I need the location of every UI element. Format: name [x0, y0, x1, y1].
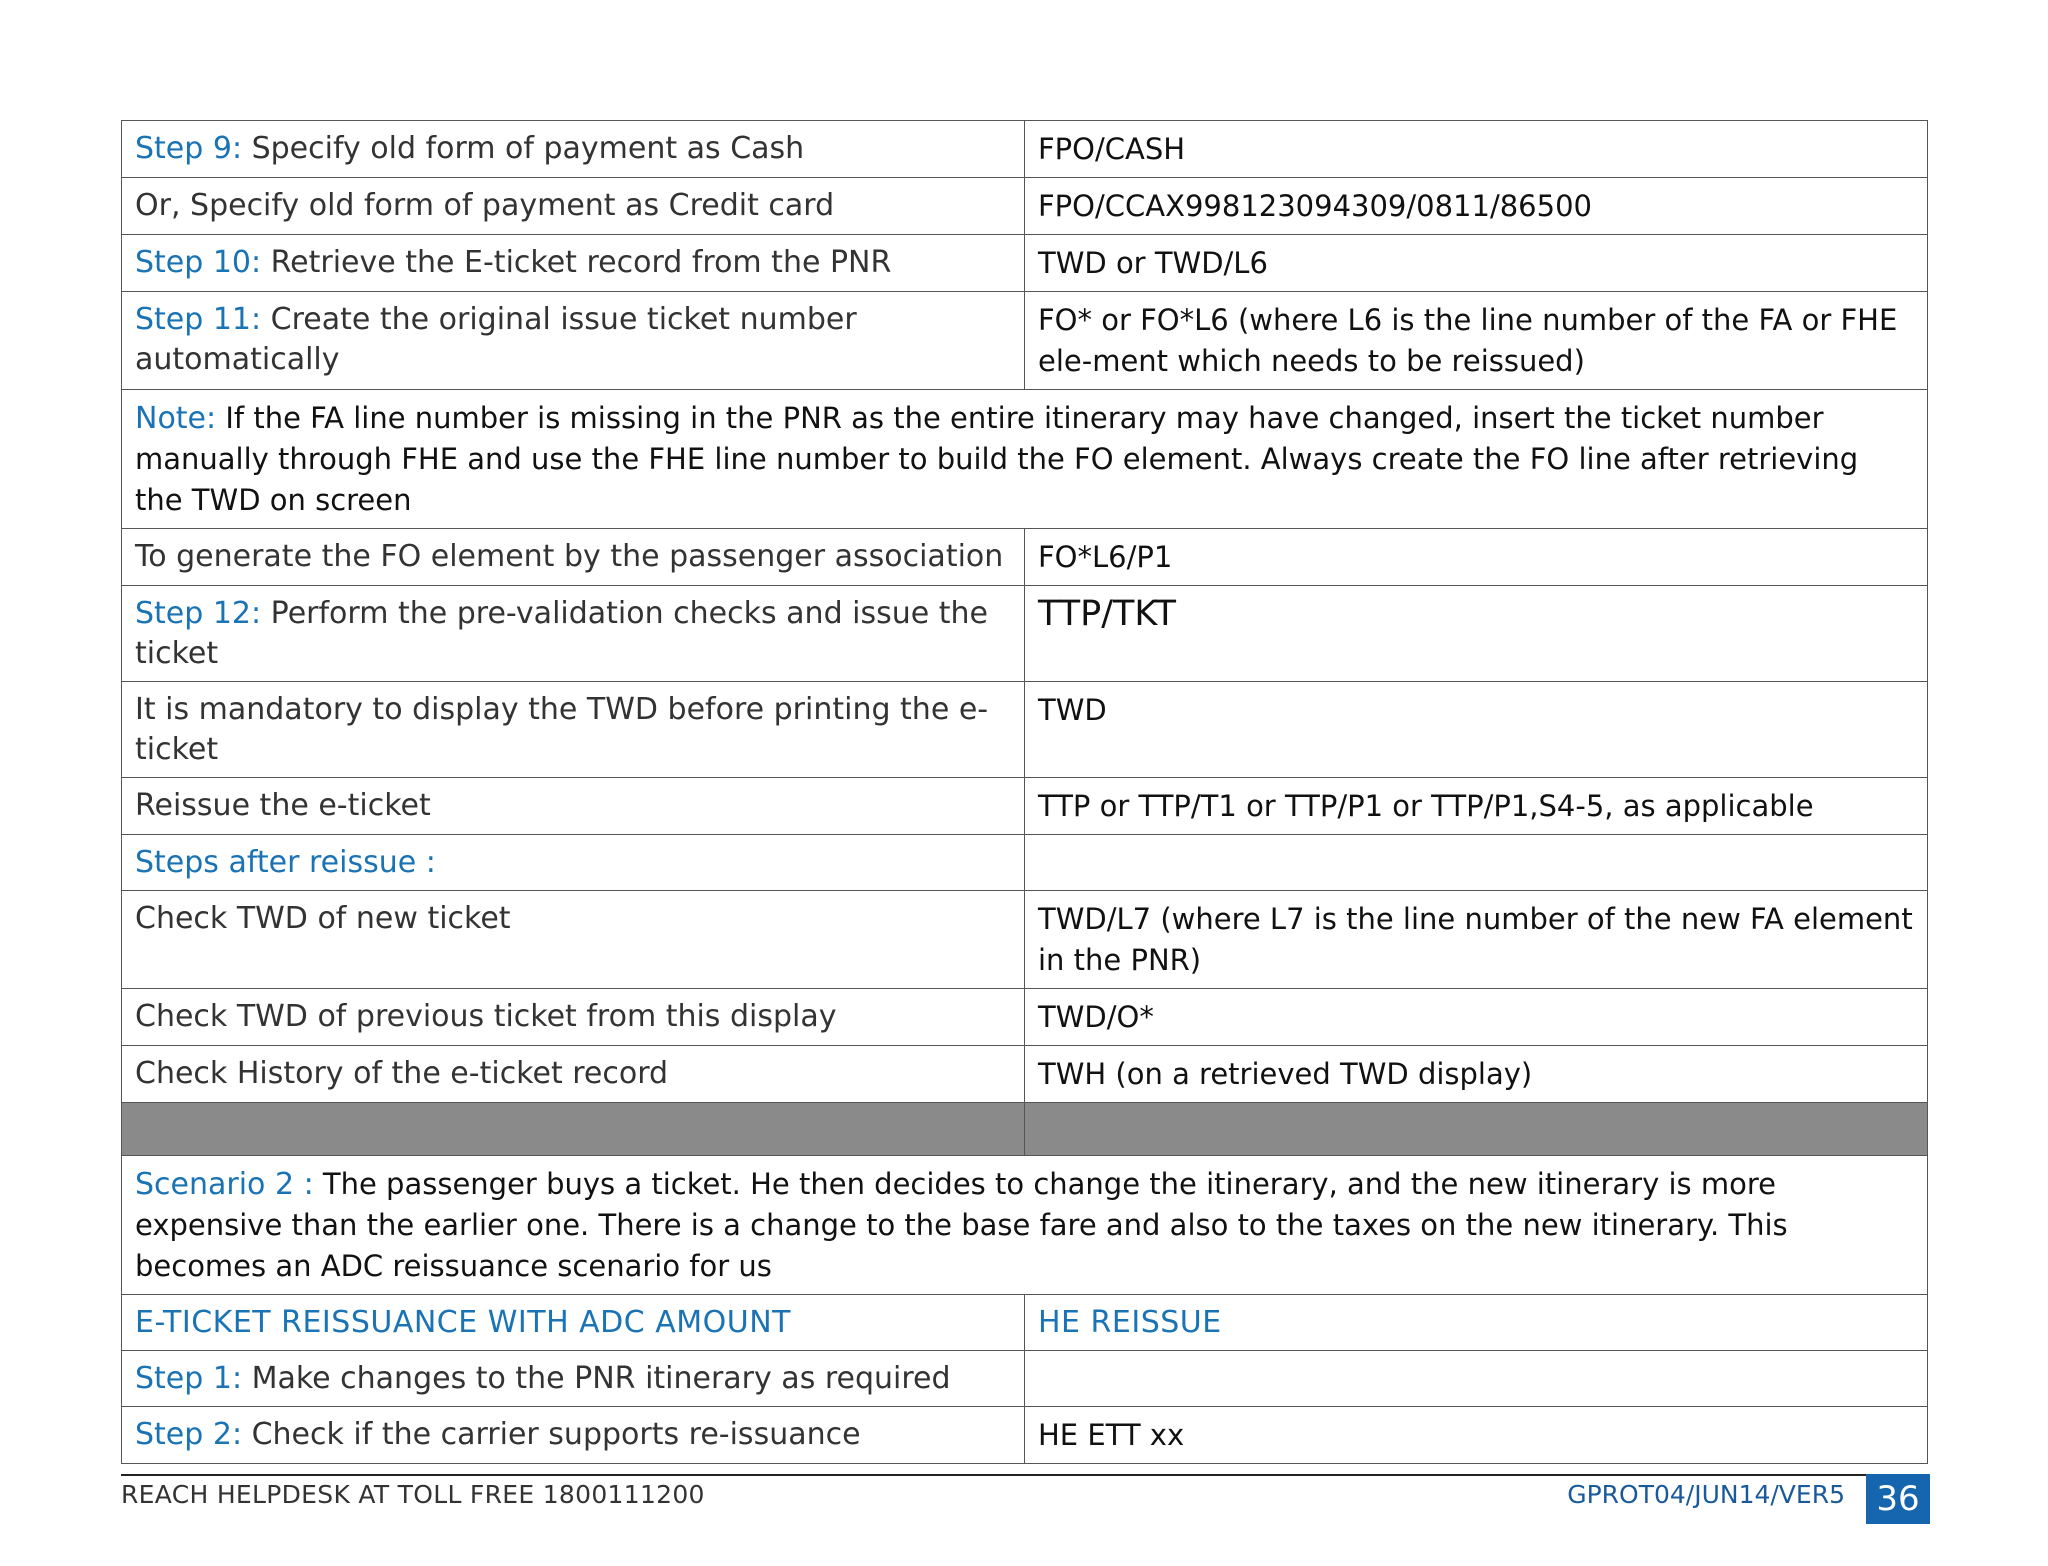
- step-cell: [122, 1046, 1025, 1103]
- scenario-cell: [122, 1156, 1928, 1295]
- step-label: Step 10: [135, 245, 252, 280]
- section-subheading: HE REISSUE: [1038, 1305, 1222, 1340]
- command-cell: [1025, 178, 1928, 235]
- table-row: [122, 778, 1928, 835]
- table-row: [122, 178, 1928, 235]
- step-label: Step 12: [135, 596, 252, 631]
- step-cell: [122, 121, 1025, 178]
- table-row: [122, 586, 1928, 682]
- heading-cell: [1025, 1295, 1928, 1351]
- separator-cell: [122, 1103, 1025, 1156]
- note-label: Note:: [135, 401, 217, 436]
- section-heading: E-TICKET REISSUANCE WITH ADC AMOUNT: [135, 1305, 792, 1340]
- procedure-table: [121, 120, 1928, 1464]
- step-description: To generate the FO element by the passenger association: [135, 539, 1004, 574]
- table-row: [122, 292, 1928, 390]
- step-description: It is mandatory to display the TWD before printing the e-ticket: [135, 692, 989, 767]
- table-row: [122, 390, 1928, 529]
- table-row: [122, 835, 1928, 891]
- footer-helpdesk: REACH HELPDESK AT TOLL FREE 1800111200: [121, 1480, 705, 1509]
- command-text: TWH (on a retrieved TWD display): [1038, 1057, 1533, 1091]
- command-cell: [1025, 1046, 1928, 1103]
- step-label: Step 9: [135, 131, 232, 166]
- command-text: TWD: [1038, 693, 1107, 727]
- command-text: FO*L6/P1: [1038, 540, 1173, 574]
- step-cell: [122, 586, 1025, 682]
- step-cell: [122, 682, 1025, 778]
- command-cell: [1025, 891, 1928, 989]
- section-label-cell: [122, 835, 1025, 891]
- step-cell: [122, 778, 1025, 835]
- command-cell: [1025, 1351, 1928, 1407]
- table-row: [122, 1156, 1928, 1295]
- step-description: Make changes to the PNR itinerary as required: [251, 1361, 951, 1396]
- table-row: [122, 1407, 1928, 1464]
- footer-document-code: GPROT04/JUN14/VER5: [1567, 1480, 1845, 1509]
- command-cell: [1025, 121, 1928, 178]
- command-cell: [1025, 835, 1928, 891]
- command-cell: [1025, 778, 1928, 835]
- step-label: Step 1: [135, 1361, 232, 1396]
- step-cell: [122, 529, 1025, 586]
- command-text: FPO/CCAX998123094309/0811/86500: [1038, 189, 1592, 223]
- step-description: Or, Specify old form of payment as Credit card: [135, 188, 835, 223]
- step-separator: :: [251, 302, 271, 337]
- step-description: Check if the carrier supports re-issuance: [251, 1417, 861, 1452]
- table-row: [122, 682, 1928, 778]
- command-cell: [1025, 529, 1928, 586]
- step-description: Check TWD of new ticket: [135, 901, 511, 936]
- step-description: Create the original issue ticket number automatically: [135, 302, 857, 377]
- command-text: FPO/CASH: [1038, 132, 1186, 166]
- step-separator: :: [251, 245, 271, 280]
- command-cell: [1025, 586, 1928, 682]
- table-row: [122, 235, 1928, 292]
- command-text: HE ETT xx: [1038, 1418, 1185, 1452]
- command-text: TTP/TKT: [1038, 594, 1177, 634]
- step-description: Reissue the e-ticket: [135, 788, 431, 823]
- table-row: [122, 1351, 1928, 1407]
- command-cell: [1025, 235, 1928, 292]
- table-row: [122, 121, 1928, 178]
- step-description: Retrieve the E-ticket record from the PNR: [270, 245, 892, 280]
- step-description: Perform the pre-validation checks and issue the ticket: [135, 596, 988, 671]
- step-description: Check History of the e-ticket record: [135, 1056, 669, 1091]
- step-label: Step 2: [135, 1417, 232, 1452]
- table-row: [122, 529, 1928, 586]
- command-text: TTP or TTP/T1 or TTP/P1 or TTP/P1,S4-5, as applicable: [1038, 789, 1814, 823]
- step-separator: :: [231, 1361, 252, 1396]
- command-cell: [1025, 989, 1928, 1046]
- table-row: [122, 891, 1928, 989]
- step-cell: [122, 292, 1025, 390]
- step-cell: [122, 235, 1025, 292]
- step-description: Check TWD of previous ticket from this display: [135, 999, 837, 1034]
- command-cell: [1025, 1407, 1928, 1464]
- command-cell: [1025, 292, 1928, 390]
- step-label: Step 11: [135, 302, 252, 337]
- step-cell: [122, 1351, 1025, 1407]
- command-text: FO* or FO*L6 (where L6 is the line number of the FA or FHE ele-ment which needs to be reissued): [1038, 303, 1898, 378]
- table-row: [122, 1295, 1928, 1351]
- table-row: [122, 989, 1928, 1046]
- step-separator: :: [231, 131, 252, 166]
- table-row: [122, 1046, 1928, 1103]
- footer-divider: [121, 1474, 1927, 1476]
- scenario-text: The passenger buys a ticket. He then decides to change the itinerary, and the new itinerary is more expensive than the earlier one. There is a change to the base fare and also to the taxes on the new itinerary. This becomes an ADC reissuance scenario for us: [135, 1167, 1788, 1283]
- command-cell: [1025, 682, 1928, 778]
- command-text: TWD/O*: [1038, 1000, 1154, 1034]
- note-cell: [122, 390, 1928, 529]
- step-separator: :: [251, 596, 271, 631]
- step-cell: [122, 178, 1025, 235]
- step-description: Specify old form of payment as Cash: [251, 131, 805, 166]
- heading-cell: [122, 1295, 1025, 1351]
- note-text: If the FA line number is missing in the PNR as the entire itinerary may have changed, insert the ticket number manually through FHE and use the FHE line number to build the FO element. Always create the FO line after retrieving the TWD on screen: [135, 401, 1859, 517]
- command-text: TWD or TWD/L6: [1038, 246, 1268, 280]
- scenario-label: Scenario 2 :: [135, 1167, 314, 1202]
- page-number-badge: 36: [1866, 1474, 1930, 1524]
- section-label: Steps after reissue :: [135, 845, 436, 880]
- step-cell: [122, 1407, 1025, 1464]
- step-separator: :: [231, 1417, 252, 1452]
- command-text: TWD/L7 (where L7 is the line number of the new FA element in the PNR): [1038, 902, 1913, 977]
- step-cell: [122, 989, 1025, 1046]
- separator-cell: [1025, 1103, 1928, 1156]
- step-cell: [122, 891, 1025, 989]
- separator-row: [122, 1103, 1928, 1156]
